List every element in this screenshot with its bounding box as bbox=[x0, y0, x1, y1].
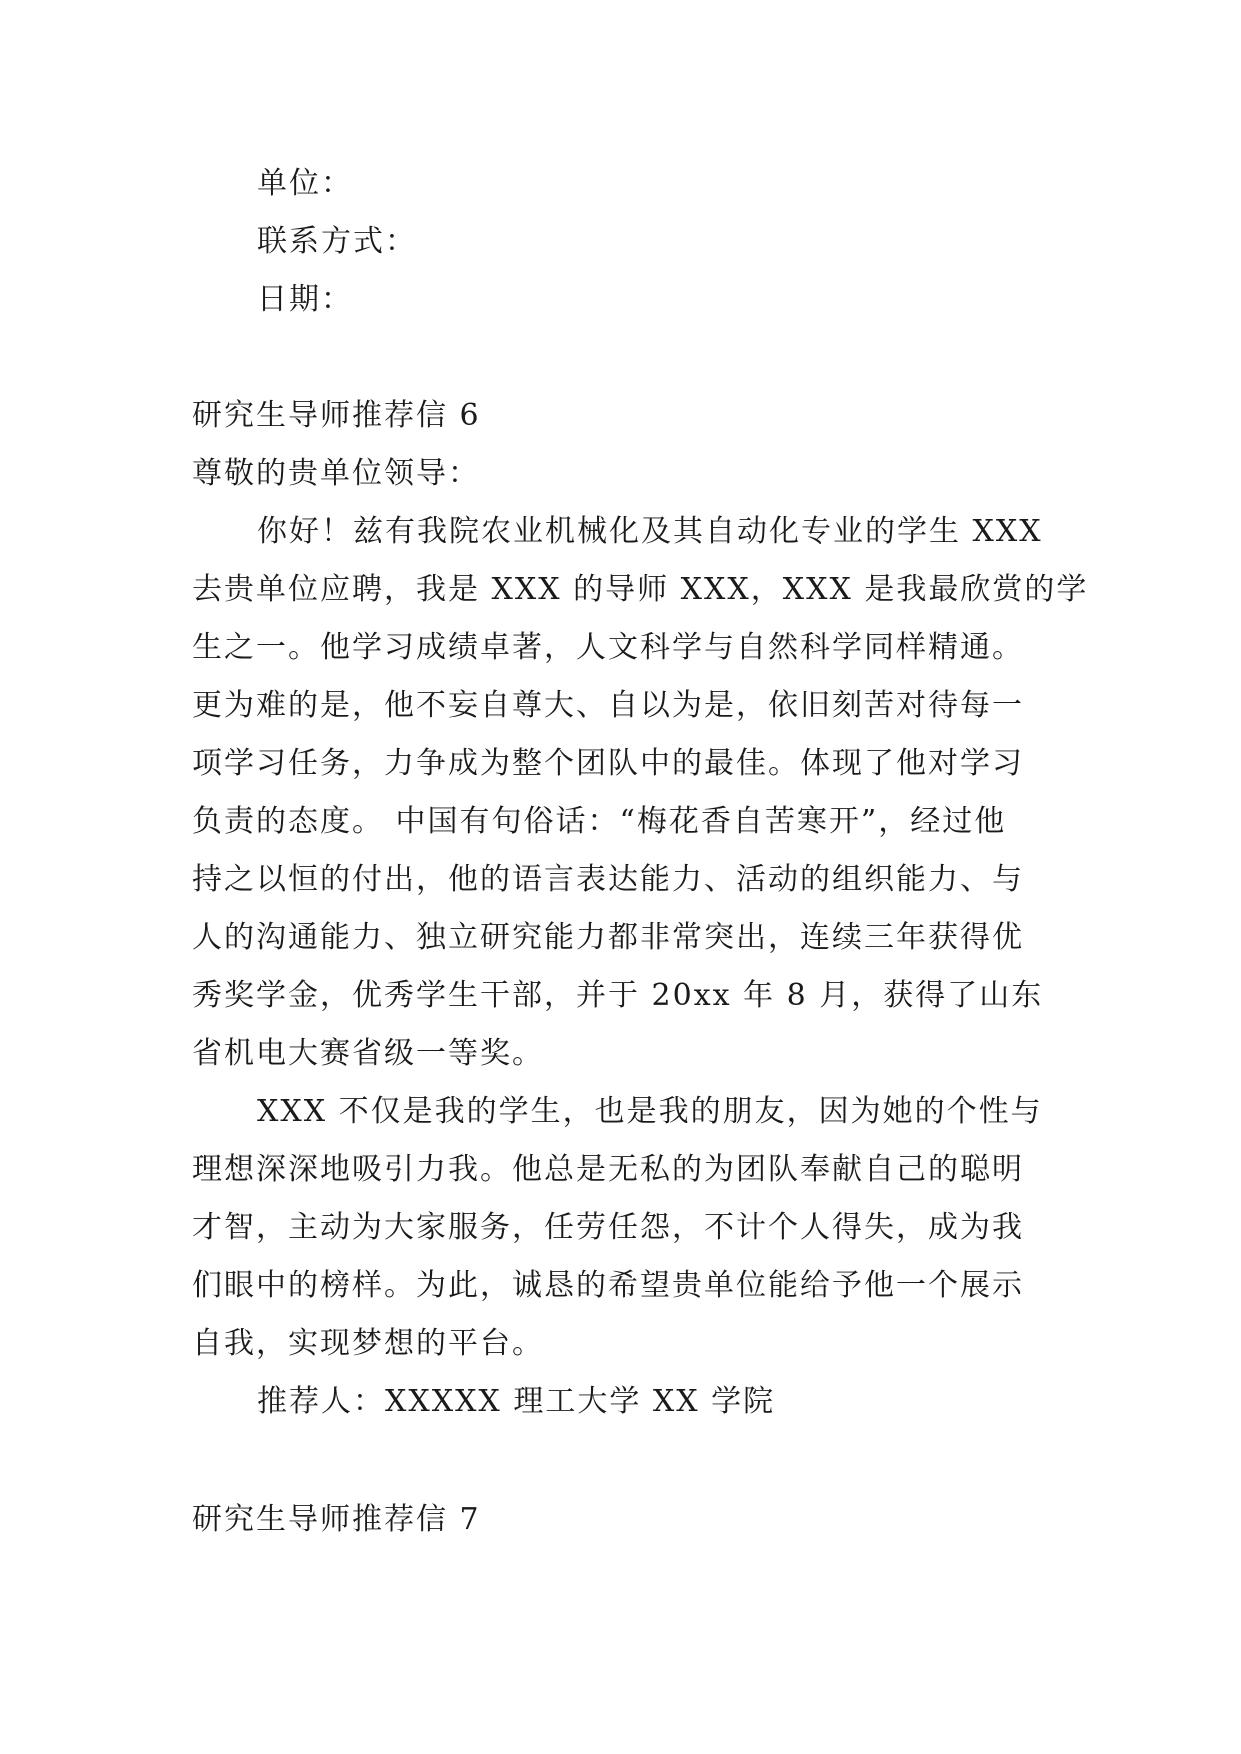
paragraph-line: 更为难的是，他不妄自尊大、自以为是，依旧刻苦对待每一 bbox=[192, 688, 1024, 723]
paragraph-line: 去贵单位应聘，我是 XXX 的导师 XXX，XXX 是我最欣赏的学 bbox=[192, 572, 1089, 607]
contact-field: 联系方式： bbox=[257, 224, 417, 259]
paragraph-line: 你好！兹有我院农业机械化及其自动化专业的学生 XXX bbox=[257, 514, 1043, 549]
paragraph-line: 项学习任务，力争成为整个团队中的最佳。体现了他对学习 bbox=[192, 746, 1024, 781]
paragraph-line: 人的沟通能力、独立研究能力都非常突出，连续三年获得优 bbox=[192, 920, 1024, 955]
paragraph-line: 理想深深地吸引力我。他总是无私的为团队奉献自己的聪明 bbox=[192, 1152, 1024, 1187]
unit-field: 单位： bbox=[257, 166, 353, 201]
paragraph-line: XXX 不仅是我的学生，也是我的朋友，因为她的个性与 bbox=[257, 1094, 1043, 1129]
paragraph-line: 们眼中的榜样。为此，诚恳的希望贵单位能给予他一个展示 bbox=[192, 1268, 1024, 1303]
paragraph-line: 持之以恒的付出，他的语言表达能力、活动的组织能力、与 bbox=[192, 862, 1024, 897]
letter-6-title: 研究生导师推荐信 6 bbox=[192, 398, 481, 433]
paragraph-line: 生之一。他学习成绩卓著，人文科学与自然科学同样精通。 bbox=[192, 630, 1024, 665]
salutation: 尊敬的贵单位领导： bbox=[192, 456, 480, 491]
letter-7-title: 研究生导师推荐信 7 bbox=[192, 1502, 481, 1537]
paragraph-line: 省机电大赛省级一等奖。 bbox=[192, 1036, 544, 1071]
paragraph-line: 自我，实现梦想的平台。 bbox=[192, 1326, 544, 1361]
recommender-line: 推荐人：XXXXX 理工大学 XX 学院 bbox=[257, 1384, 776, 1419]
paragraph-line: 才智，主动为大家服务，任劳任怨，不计个人得失，成为我 bbox=[192, 1210, 1024, 1245]
date-field: 日期： bbox=[257, 282, 353, 317]
paragraph-line: 负责的态度。 中国有句俗话：“梅花香自苦寒开”，经过他 bbox=[192, 804, 1007, 839]
paragraph-line: 秀奖学金，优秀学生干部，并于 20xx 年 8 月，获得了山东 bbox=[192, 978, 1044, 1013]
